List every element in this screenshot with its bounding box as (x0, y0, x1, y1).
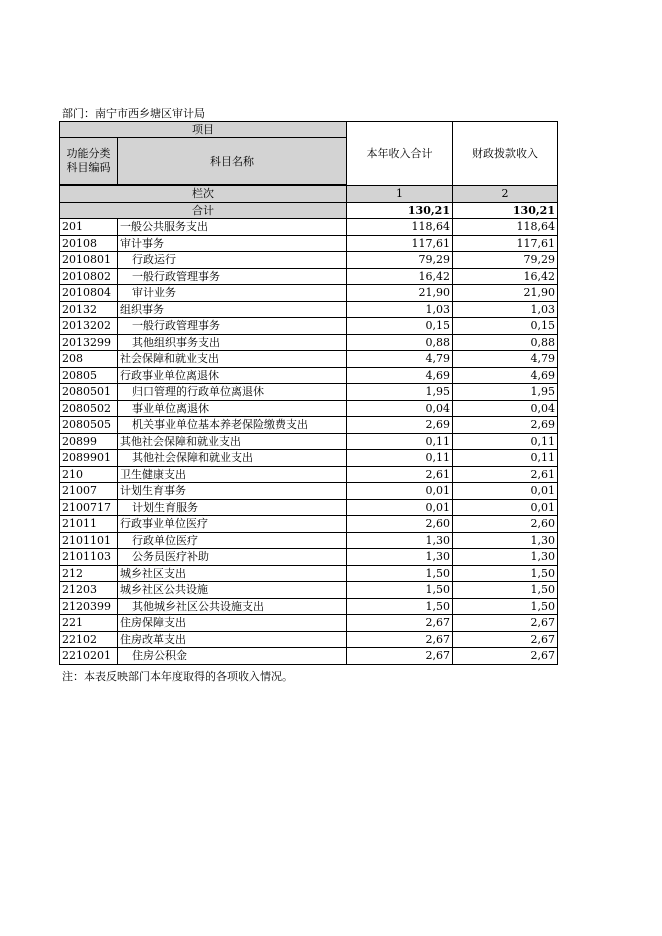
row-total-income: 2,67 (347, 631, 453, 648)
row-fiscal-income: 0,01 (453, 483, 558, 500)
table-row (60, 598, 558, 615)
subject-name-header: 科目名称 (118, 138, 347, 185)
row-fiscal-income: 117,61 (453, 235, 558, 252)
row-fiscal-income: 118,64 (453, 219, 558, 236)
row-subject-name: 组织事务 (118, 301, 347, 318)
row-code: 20108 (60, 235, 118, 252)
row-total-income: 1,50 (347, 565, 453, 582)
table-row (60, 252, 558, 269)
row-total-income: 0,11 (347, 433, 453, 450)
row-code: 21011 (60, 516, 118, 533)
row-code: 2010802 (60, 268, 118, 285)
row-total-income: 118,64 (347, 219, 453, 236)
row-subject-name: 城乡社区公共设施 (118, 582, 347, 599)
row-code: 2120399 (60, 598, 118, 615)
table-row (60, 318, 558, 335)
row-subject-name: 计划生育服务 (118, 499, 347, 516)
column-index-label: 栏次 (60, 186, 347, 203)
row-code: 2080501 (60, 384, 118, 401)
row-subject-name: 行政事业单位离退休 (118, 367, 347, 384)
row-code: 2013299 (60, 334, 118, 351)
row-total-income: 2,61 (347, 466, 453, 483)
row-total-income: 0,15 (347, 318, 453, 335)
table-row (60, 219, 558, 236)
table-row (60, 450, 558, 467)
row-total-income: 1,50 (347, 598, 453, 615)
row-subject-name: 行政运行 (118, 252, 347, 269)
table-row (60, 351, 558, 368)
row-code: 2100717 (60, 499, 118, 516)
row-code: 2101101 (60, 532, 118, 549)
row-subject-name: 其他城乡社区公共设施支出 (118, 598, 347, 615)
row-code: 21203 (60, 582, 118, 599)
row-total-income: 0,01 (347, 499, 453, 516)
row-code: 20805 (60, 367, 118, 384)
column-index-1: 1 (347, 186, 453, 203)
table-row (60, 268, 558, 285)
row-code: 2210201 (60, 648, 118, 665)
table-row (60, 400, 558, 417)
row-code: 201 (60, 219, 118, 236)
table-row (60, 631, 558, 648)
table-row (60, 235, 558, 252)
table-row (60, 417, 558, 434)
func-code-header (60, 138, 118, 185)
row-fiscal-income: 1,30 (453, 532, 558, 549)
row-code: 2010801 (60, 252, 118, 269)
row-total-income: 1,30 (347, 532, 453, 549)
table-row (60, 532, 558, 549)
header-row-project (60, 122, 558, 138)
row-total-income: 1,30 (347, 549, 453, 566)
row-fiscal-income: 0,88 (453, 334, 558, 351)
row-subject-name: 一般行政管理事务 (118, 268, 347, 285)
table-row (60, 483, 558, 500)
row-subject-name: 一般公共服务支出 (118, 219, 347, 236)
row-total-income: 1,50 (347, 582, 453, 599)
row-subject-name: 公务员医疗补助 (118, 549, 347, 566)
row-code: 20899 (60, 433, 118, 450)
row-code: 2010804 (60, 285, 118, 302)
row-subject-name: 住房公积金 (118, 648, 347, 665)
row-fiscal-income: 4,79 (453, 351, 558, 368)
row-subject-name: 审计事务 (118, 235, 347, 252)
total-row (60, 202, 558, 219)
row-code: 22102 (60, 631, 118, 648)
row-fiscal-income: 1,50 (453, 598, 558, 615)
row-total-income: 2,60 (347, 516, 453, 533)
row-code: 2089901 (60, 450, 118, 467)
row-fiscal-income: 1,95 (453, 384, 558, 401)
total-label: 合计 (60, 202, 347, 219)
row-subject-name: 一般行政管理事务 (118, 318, 347, 335)
table-row (60, 301, 558, 318)
row-fiscal-income: 2,61 (453, 466, 558, 483)
row-fiscal-income: 0,11 (453, 433, 558, 450)
total-income-header: 本年收入合计 (347, 122, 453, 186)
row-fiscal-income: 1,03 (453, 301, 558, 318)
row-total-income: 79,29 (347, 252, 453, 269)
row-subject-name: 城乡社区支出 (118, 565, 347, 582)
table-row (60, 334, 558, 351)
row-total-income: 2,67 (347, 648, 453, 665)
row-code: 2013202 (60, 318, 118, 335)
table-row (60, 384, 558, 401)
table-row (60, 499, 558, 516)
row-total-income: 16,42 (347, 268, 453, 285)
row-total-income: 4,79 (347, 351, 453, 368)
department-label: 部门：南宁市西乡塘区审计局 (62, 107, 205, 120)
row-code: 2080502 (60, 400, 118, 417)
row-subject-name: 其他社会保障和就业支出 (118, 433, 347, 450)
row-fiscal-income: 0,01 (453, 499, 558, 516)
row-total-income: 0,04 (347, 400, 453, 417)
row-subject-name: 计划生育事务 (118, 483, 347, 500)
row-subject-name: 机关事业单位基本养老保险缴费支出 (118, 417, 347, 434)
column-index-2: 2 (453, 186, 558, 203)
total-fiscal-value: 130,21 (453, 202, 558, 219)
row-fiscal-income: 1,30 (453, 549, 558, 566)
row-total-income: 117,61 (347, 235, 453, 252)
row-code: 2080505 (60, 417, 118, 434)
table-row (60, 582, 558, 599)
table-row (60, 648, 558, 665)
row-fiscal-income: 2,60 (453, 516, 558, 533)
row-fiscal-income: 0,15 (453, 318, 558, 335)
row-subject-name: 其他组织事务支出 (118, 334, 347, 351)
row-fiscal-income: 2,67 (453, 615, 558, 632)
row-code: 20132 (60, 301, 118, 318)
row-fiscal-income: 2,67 (453, 648, 558, 665)
row-fiscal-income: 1,50 (453, 582, 558, 599)
row-fiscal-income: 4,69 (453, 367, 558, 384)
row-subject-name: 住房改革支出 (118, 631, 347, 648)
row-fiscal-income: 0,11 (453, 450, 558, 467)
row-fiscal-income: 2,69 (453, 417, 558, 434)
row-fiscal-income: 16,42 (453, 268, 558, 285)
fiscal-income-header: 财政拨款收入 (453, 122, 558, 186)
row-subject-name: 卫生健康支出 (118, 466, 347, 483)
table-row (60, 565, 558, 582)
row-subject-name: 审计业务 (118, 285, 347, 302)
row-subject-name: 归口管理的行政单位离退休 (118, 384, 347, 401)
income-table (59, 121, 558, 665)
project-header: 项目 (60, 122, 347, 138)
row-total-income: 2,67 (347, 615, 453, 632)
row-total-income: 0,01 (347, 483, 453, 500)
row-fiscal-income: 1,50 (453, 565, 558, 582)
row-fiscal-income: 2,67 (453, 631, 558, 648)
row-total-income: 2,69 (347, 417, 453, 434)
table-row (60, 285, 558, 302)
row-total-income: 0,11 (347, 450, 453, 467)
row-total-income: 4,69 (347, 367, 453, 384)
func-code-header-line2: 科目编码 (66, 161, 111, 174)
row-subject-name: 其他社会保障和就业支出 (118, 450, 347, 467)
column-index-row (60, 186, 558, 203)
row-fiscal-income: 0,04 (453, 400, 558, 417)
table-row (60, 615, 558, 632)
row-code: 2101103 (60, 549, 118, 566)
table-row (60, 466, 558, 483)
row-subject-name: 行政事业单位医疗 (118, 516, 347, 533)
row-total-income: 21,90 (347, 285, 453, 302)
row-code: 210 (60, 466, 118, 483)
func-code-header-line1: 功能分类 (66, 147, 111, 160)
row-subject-name: 事业单位离退休 (118, 400, 347, 417)
row-code: 212 (60, 565, 118, 582)
row-code: 21007 (60, 483, 118, 500)
row-subject-name: 社会保障和就业支出 (118, 351, 347, 368)
row-total-income: 1,95 (347, 384, 453, 401)
row-code: 221 (60, 615, 118, 632)
total-income-value: 130,21 (347, 202, 453, 219)
row-total-income: 1,03 (347, 301, 453, 318)
table-row (60, 549, 558, 566)
table-note: 注：本表反映部门本年度取得的各项收入情况。 (62, 670, 293, 683)
row-subject-name: 行政单位医疗 (118, 532, 347, 549)
row-subject-name: 住房保障支出 (118, 615, 347, 632)
table-row (60, 516, 558, 533)
row-total-income: 0,88 (347, 334, 453, 351)
row-code: 208 (60, 351, 118, 368)
row-fiscal-income: 21,90 (453, 285, 558, 302)
row-fiscal-income: 79,29 (453, 252, 558, 269)
table-row (60, 367, 558, 384)
table-row (60, 433, 558, 450)
